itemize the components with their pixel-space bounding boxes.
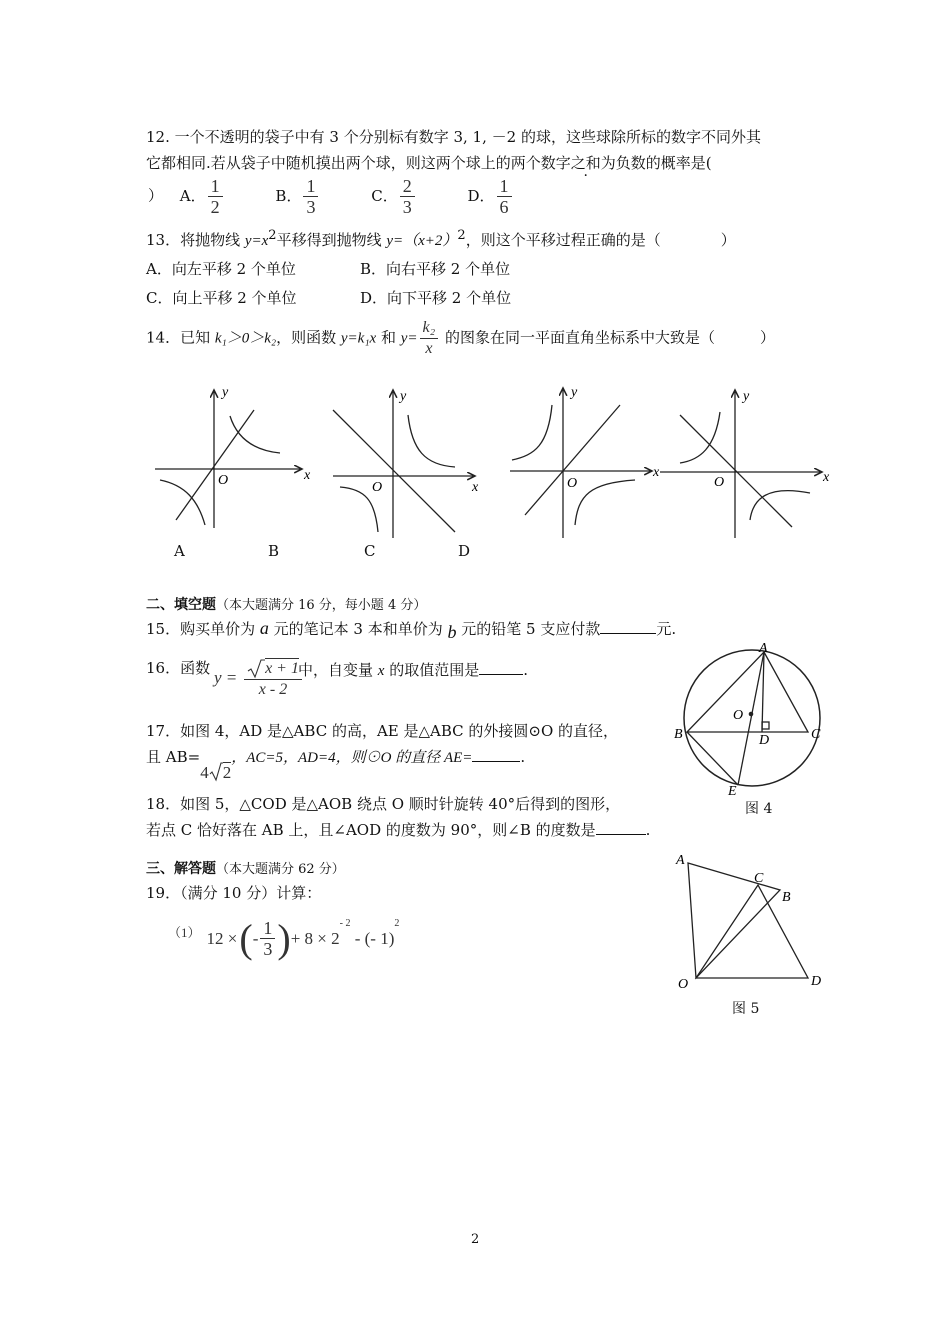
q16-answer-blank xyxy=(479,660,523,675)
graph-b-x-label: x xyxy=(472,480,479,495)
q12-line1: 12. 一个不透明的袋子中有 3 个分别标有数字 3, 1, －2 的球，这些球除所标的数字不同外其 xyxy=(146,128,761,146)
q19-heading: 19．（满分 10 分）计算： xyxy=(146,884,322,902)
graph-c-x-label: x xyxy=(653,465,660,480)
fig5-label-d: D xyxy=(811,974,822,989)
q16-tail: 中，自变量 x 的取值范围是 . xyxy=(298,661,529,679)
q14-graphs xyxy=(150,380,840,540)
q19-expression: （1） 12 × ( - $\frac{1}{3}$ ) + 8 × 2 $^{- 2}$ - (- 1) $^2$ xyxy=(168,915,400,961)
figure-4-caption: 图 4 xyxy=(745,801,773,817)
q17-answer-blank xyxy=(472,747,520,762)
q13-stem: 13．将抛物线 $y=x^2$平移得到抛物线 $y=(x+2)^2$，则这个平移过程正确的是（ ） xyxy=(146,228,736,249)
q12-line2: 它都相同.若从袋子中随机摸出两个球，则这两个球上的两个数字之和为负数的概率是( xyxy=(146,154,712,172)
q12-options xyxy=(148,176,514,217)
graph-a-origin: O xyxy=(218,473,229,488)
graph-d xyxy=(660,390,822,538)
q18-line2: 若点 C 恰好落在 AB 上，且∠AOD 的度数为 90°，则∠B 的度数是 . xyxy=(146,821,651,839)
q12-option-c: C． $\frac{2}{3}$ xyxy=(371,187,416,205)
graph-label-c: C xyxy=(364,542,376,560)
q17-line2: 且 AB=4 2，AC=5，AD=4，则⊙O 的直径 AE= . xyxy=(146,748,526,782)
q12-paren-close: ） xyxy=(148,186,164,205)
graph-b xyxy=(333,390,475,538)
graph-c-origin: O xyxy=(567,476,578,491)
graph-a xyxy=(155,390,302,528)
triangle-abc xyxy=(687,652,808,732)
q12-option-b: B． $\frac{1}{3}$ xyxy=(275,187,320,205)
fig5-label-b: B xyxy=(782,890,791,905)
section-3-heading: 三、解答题（本大题满分 62 分） xyxy=(146,861,345,877)
graph-label-b: B xyxy=(268,542,280,560)
graph-a-y-label: y xyxy=(222,385,229,400)
graph-d-y-label: y xyxy=(743,389,750,404)
figure-5 xyxy=(670,848,840,993)
q13-option-a: A．向左平移 2 个单位 xyxy=(146,260,296,278)
sqrt-icon xyxy=(247,659,265,679)
fig4-label-o: O xyxy=(733,708,744,723)
fig5-label-c: C xyxy=(754,871,764,886)
q13-option-d: D．向下平移 2 个单位 xyxy=(360,289,512,307)
fig5-label-a: A xyxy=(676,853,685,868)
right-angle-mark xyxy=(762,722,769,729)
q15-answer-blank xyxy=(600,619,656,634)
fig4-label-a: A xyxy=(759,641,768,656)
graph-d-origin: O xyxy=(714,475,725,490)
fig4-label-b: B xyxy=(674,727,683,742)
q12-option-a: A． $\frac{1}{2}$ xyxy=(180,187,225,205)
section-2-heading: 二、填空题（本大题满分 16 分，每小题 4 分） xyxy=(146,597,427,613)
graph-b-origin: O xyxy=(372,480,383,495)
q16-function: y = $\frac{x + 1}{x - 2}$ xyxy=(214,652,304,700)
sqrt-icon xyxy=(209,762,223,782)
q13-option-c: C．向上平移 2 个单位 xyxy=(146,289,297,307)
q17-line1: 17．如图 4，AD 是△ABC 的高，AE 是△ABC 的外接圆⊙O 的直径， xyxy=(146,722,619,740)
q12-emphasis-dots: 之和 xyxy=(570,154,601,172)
graph-label-d: D xyxy=(458,542,471,560)
fig4-label-e: E xyxy=(728,784,737,798)
fig4-label-c: C xyxy=(811,727,821,742)
triangle-cod xyxy=(696,885,808,978)
fig5-label-o: O xyxy=(678,977,689,992)
figure-4 xyxy=(670,638,830,798)
graph-c-y-label: y xyxy=(571,385,578,400)
page-number: 2 xyxy=(471,1232,480,1247)
segment-be xyxy=(687,732,738,785)
graph-a-x-label: x xyxy=(304,468,311,483)
center-dot xyxy=(749,712,754,717)
fig4-label-d: D xyxy=(759,733,770,748)
graph-d-x-label: x xyxy=(823,470,830,485)
q16: 16．函数 xyxy=(146,659,211,677)
graph-b-y-label: y xyxy=(400,389,407,404)
q18-line1: 18．如图 5，△COD 是△AOB 绕点 O 顺时针旋转 40°后得到的图形， xyxy=(146,795,621,813)
graph-label-a: A xyxy=(174,542,185,560)
figure-5-caption: 图 5 xyxy=(732,1001,760,1017)
q14-stem: 14．已知 k₁＞0＞k₂，则函数 y=k₁x 和 y= $\frac{\text{k₂}}{x}$ 的图象在同一平面直角坐标系中大致是（ ） xyxy=(146,319,775,357)
q17-ab-value: 4 2 xyxy=(200,763,232,782)
q13-option-b: B．向右平移 2 个单位 xyxy=(360,260,511,278)
q15: 15．购买单价为 a 元的笔记本 3 本和单价为 b 元的铅笔 5 支应付款 元. xyxy=(146,618,677,642)
q18-answer-blank xyxy=(596,820,646,835)
q12-option-d: D． $\frac{1}{6}$ xyxy=(468,187,514,205)
graph-c xyxy=(510,388,652,538)
